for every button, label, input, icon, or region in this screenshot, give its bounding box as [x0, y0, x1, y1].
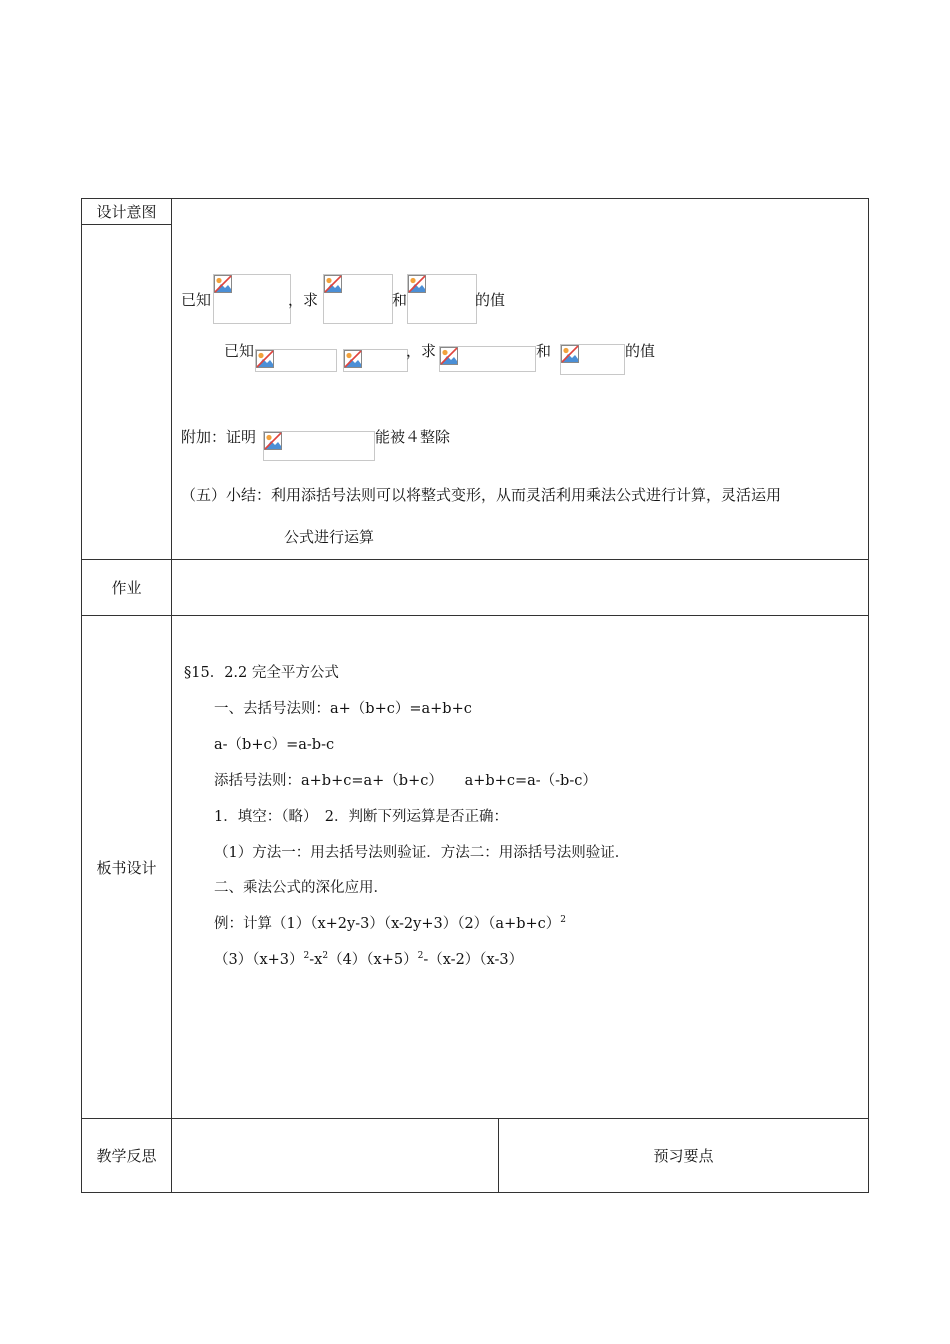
ex1-known: 已知: [181, 291, 212, 309]
design-intent-label-blank: [82, 225, 172, 560]
broken-image-icon: [344, 350, 362, 368]
ex1-expr-image-2: [407, 274, 477, 324]
ex1-expr-image-1: [323, 274, 393, 324]
ex1-formula-image: [213, 274, 291, 324]
preview-points-label: 预习要点: [499, 1119, 869, 1193]
summary-line-1: （五）小结：利用添括号法则可以将整式变形，从而灵活利用乘法公式进行计算，灵活运用: [181, 486, 782, 504]
ex2-given-image-1: [255, 349, 337, 372]
broken-image-icon: [408, 275, 426, 293]
broken-image-icon: [214, 275, 232, 293]
summary-line-2: 公式进行运算: [284, 528, 375, 546]
ex1-find: ，求: [288, 291, 319, 309]
board-design-label: 板书设计: [82, 616, 172, 1119]
broken-image-icon: [561, 345, 579, 363]
reflection-label: 教学反思: [82, 1119, 172, 1193]
homework-label: 作业: [82, 560, 172, 616]
board-design-content: [172, 616, 869, 1119]
ex2-find: ，求: [406, 342, 437, 360]
broken-image-icon: [256, 350, 274, 368]
bonus-prefix: 附加：证明: [181, 428, 257, 446]
ex2-value-of: 的值: [625, 342, 656, 360]
broken-image-icon: [324, 275, 342, 293]
board-line-4: 1．填空：（略） 2．判断下列运算是否正确：: [214, 809, 508, 825]
board-line-2: a-（b+c）=a-b-c: [214, 737, 335, 753]
bonus-expr-image: [263, 431, 375, 461]
ex2-given-image-2: [343, 349, 408, 372]
board-line-3: 添括号法则：a+b+c=a+（b+c） a+b+c=a-（-b-c）: [214, 773, 597, 789]
design-intent-label: 设计意图: [82, 199, 172, 225]
ex2-expr-image-1: [439, 346, 536, 372]
ex1-and: 和: [392, 291, 408, 309]
board-line-7: 例：计算$(1)(x+2y-3)(x-2y+3)(2)(a+b+c)^2$: [214, 915, 567, 932]
board-line-5: （1）方法一：用去括号法则验证．方法二：用添括号法则验证．: [214, 845, 630, 861]
bonus-suffix: 能被４整除: [375, 428, 451, 446]
broken-image-icon: [440, 347, 458, 365]
board-line-8: $(3)(x+3)^2-x^2(4)(x+5)^2-(x-2)(x-3)$: [214, 951, 524, 968]
design-intent-content: [172, 199, 869, 560]
ex2-and: 和: [536, 342, 552, 360]
ex2-known: 已知: [224, 342, 255, 360]
ex1-value-of: 的值: [475, 291, 506, 309]
lesson-plan-table: [81, 198, 869, 1193]
board-heading: §15．2.2 完全平方公式: [184, 665, 339, 681]
board-line-1: 一、去括号法则：a+（b+c）=a+b+c: [214, 701, 472, 717]
reflection-content: [172, 1119, 499, 1193]
board-line-6: 二、乘法公式的深化应用．: [214, 880, 388, 896]
broken-image-icon: [264, 432, 282, 450]
homework-content: [172, 560, 869, 616]
ex2-expr-image-2: [560, 344, 625, 375]
